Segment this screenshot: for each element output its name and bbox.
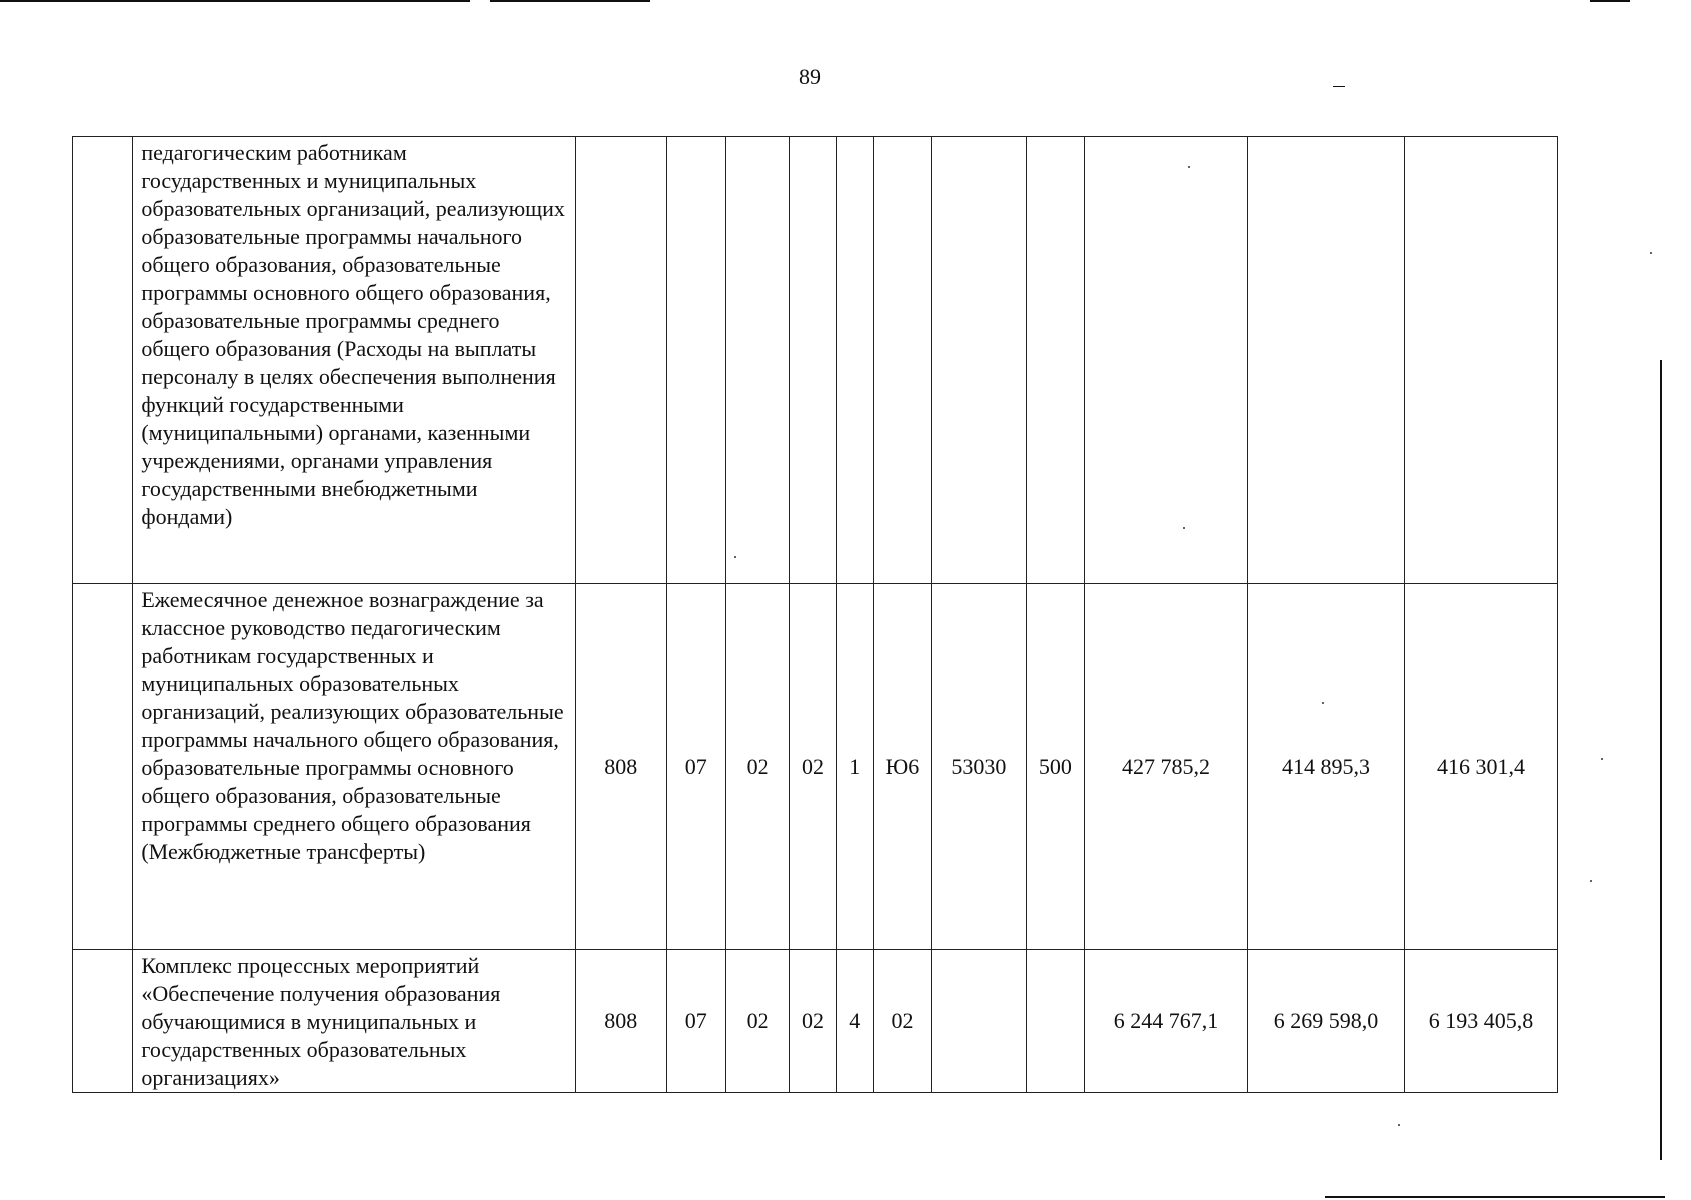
program-type-cell [836, 137, 873, 584]
section-code-cell: 07 [666, 584, 725, 950]
section-code-cell: 07 [666, 950, 725, 1093]
direction-code-cell [932, 137, 1027, 584]
ministry-code-cell: 808 [576, 584, 667, 950]
complex-code-cell [873, 137, 931, 584]
budget-table [72, 136, 1558, 1093]
amount-3-cell: 6 193 405,8 [1404, 950, 1557, 1093]
complex-code-cell: 02 [873, 950, 931, 1093]
scan-speck [1590, 880, 1592, 882]
direction-code-cell [932, 950, 1027, 1093]
amount-2-cell: 6 269 598,0 [1248, 950, 1405, 1093]
scan-edge-top-mid [490, 0, 650, 2]
amount-3-cell [1404, 137, 1557, 584]
description-cell: Ежемесячное денежное вознаграждение за классное руководство педагогическим работникам государственных и муниципальных образовательных организаций, реализующих образовательные программы начального общего образования, образовательные программы основного общего образования, образовательные программы среднего общего образования (Межбюджетные трансферты) [133, 584, 576, 950]
complex-code-cell: Ю6 [873, 584, 931, 950]
ministry-code-cell: 808 [576, 950, 667, 1093]
page-number: 89 [799, 64, 821, 89]
direction-code-cell: 53030 [932, 584, 1027, 950]
program-code-cell: 02 [790, 584, 836, 950]
amount-2-cell [1248, 137, 1405, 584]
table-row [73, 950, 1558, 1093]
scan-speck [1398, 1124, 1400, 1126]
row-number-cell [73, 950, 133, 1093]
ministry-code-cell [576, 137, 667, 584]
scan-speck [1650, 252, 1652, 254]
program-type-cell: 1 [836, 584, 873, 950]
amount-1-cell: 6 244 767,1 [1085, 950, 1248, 1093]
scan-edge-top-right [1590, 0, 1630, 2]
description-cell: Комплекс процессных мероприятий «Обеспечение получения образования обучающимися в муниципальных и государственных образовательных организациях» [133, 950, 576, 1093]
scan-speck [1601, 758, 1603, 760]
amount-2-cell: 414 895,3 [1248, 584, 1405, 950]
subsection-code-cell: 02 [725, 950, 789, 1093]
row-number-cell [73, 584, 133, 950]
expense-type-cell [1026, 950, 1084, 1093]
section-code-cell [666, 137, 725, 584]
scan-mark-top [1333, 86, 1345, 87]
expense-type-cell [1026, 137, 1084, 584]
table-row [73, 137, 1558, 584]
amount-1-cell [1085, 137, 1248, 584]
program-type-cell: 4 [836, 950, 873, 1093]
expense-type-cell: 500 [1026, 584, 1084, 950]
scan-edge-right [1660, 360, 1662, 1160]
scan-edge-top-left [0, 0, 470, 2]
program-code-cell: 02 [790, 950, 836, 1093]
subsection-code-cell: 02 [725, 584, 789, 950]
subsection-code-cell [725, 137, 789, 584]
table-row [73, 584, 1558, 950]
row-number-cell [73, 137, 133, 584]
amount-3-cell: 416 301,4 [1404, 584, 1557, 950]
amount-1-cell: 427 785,2 [1085, 584, 1248, 950]
description-cell: педагогическим работникам государственных и муниципальных образовательных организаций, реализующих образовательные программы начального общего образования, образовательные программы основного общего образования, образовательные программы среднего общего образования (Расходы на выплаты персоналу в целях обеспечения выполнения функций государственными (муниципальными) органами, казенными учреждениями, органами управления государственными внебюджетными фондами) [133, 137, 576, 584]
scan-edge-bottom-right [1325, 1196, 1665, 1198]
program-code-cell [790, 137, 836, 584]
